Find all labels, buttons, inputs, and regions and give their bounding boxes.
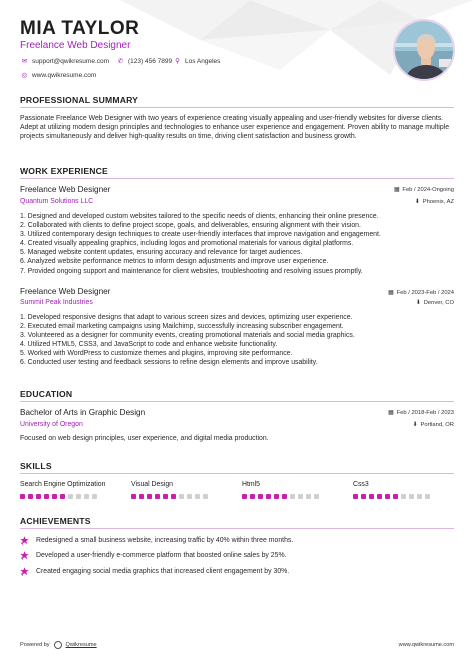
skill-4-name: Css3 — [353, 481, 369, 488]
email-text: support@qwikresume.com — [32, 58, 110, 65]
job-2-location — [416, 300, 454, 306]
rating-dot-empty — [76, 494, 81, 499]
skill-3-rating — [242, 494, 319, 499]
skills-heading: SKILLS — [20, 461, 52, 471]
achievement-item — [20, 551, 287, 560]
list-item: 1. Designed and developed custom websites tailored to the specific needs of clients, enhancing their online presence. — [20, 213, 379, 220]
rating-dot-empty — [298, 494, 303, 499]
powered-by-label: Powered by — [20, 642, 50, 648]
achievement-item — [20, 567, 289, 576]
rating-dot-filled — [139, 494, 144, 499]
rating-dot-empty — [179, 494, 184, 499]
rating-dot-filled — [44, 494, 49, 499]
list-item: 3. Utilized contemporary design techniques to create user-friendly interfaces that improve navigation and engagement. — [20, 231, 381, 239]
avatar — [393, 19, 455, 81]
job-1-bullets — [20, 212, 460, 276]
education-location-text: Portland, OR — [420, 422, 454, 428]
skills-divider — [20, 473, 454, 474]
pin-icon: ⬇ — [412, 422, 418, 428]
location-icon: ⚲ — [175, 58, 180, 65]
rating-dot-filled — [171, 494, 176, 499]
rating-dot-filled — [147, 494, 152, 499]
list-item: 5. Worked with WordPress to customize themes and plugins, improving site performance. — [20, 350, 293, 358]
list-item: 6. Conducted user testing and feedback sessions to refine design elements and improve usability. — [20, 359, 318, 367]
location-text: Los Angeles — [185, 58, 221, 65]
contact-email[interactable] — [20, 57, 109, 66]
job-1-location-text: Phoenix, AZ — [422, 199, 454, 205]
list-item: 7. Provided ongoing support and maintenance for client websites, troubleshooting and resolving issues promptly. — [20, 267, 363, 275]
list-item: 2. Collaborated with clients to define project scope, goals, and deliverables, ensuring alignment with their vision. — [20, 222, 361, 230]
achievement-text: Developed a user-friendly e-commerce platform that boosted online sales by 25%. — [36, 552, 287, 559]
rating-dot-empty — [203, 494, 208, 499]
skill-1-rating — [20, 494, 97, 499]
candidate-title: Freelance Web Designer — [20, 40, 131, 51]
achievement-item — [20, 536, 293, 545]
skill-3-name: Html5 — [242, 481, 260, 488]
experience-divider — [20, 178, 454, 179]
education-dates — [388, 410, 454, 416]
rating-dot-filled — [258, 494, 263, 499]
rating-dot-filled — [155, 494, 160, 499]
job-1-company: Quantum Solutions LLC — [20, 198, 94, 205]
summary-heading: PROFESSIONAL SUMMARY — [20, 95, 139, 105]
rating-dot-filled — [60, 494, 65, 499]
rating-dot-filled — [131, 494, 136, 499]
job-1-dates-text: Feb / 2024-Ongoing — [402, 187, 454, 193]
school-name: University of Oregon — [20, 421, 83, 428]
rating-dot-empty — [68, 494, 73, 499]
education-divider — [20, 401, 454, 402]
rating-dot-filled — [369, 494, 374, 499]
skill-2-rating — [131, 494, 208, 499]
rating-dot-empty — [306, 494, 311, 499]
rating-dot-empty — [401, 494, 406, 499]
rating-dot-filled — [20, 494, 25, 499]
list-item: 6. Analyzed website performance metrics to inform design adjustments and improve user experience. — [20, 258, 329, 266]
rating-dot-filled — [36, 494, 41, 499]
rating-dot-filled — [385, 494, 390, 499]
globe-icon: ◎ — [21, 72, 28, 79]
rating-dot-filled — [353, 494, 358, 499]
calendar-icon: ▦ — [393, 187, 400, 193]
education-location — [413, 422, 454, 428]
rating-dot-filled — [52, 494, 57, 499]
mail-icon: ✉ — [21, 58, 28, 65]
education-heading: EDUCATION — [20, 389, 73, 399]
achievement-text: Redesigned a small business website, increasing traffic by 40% within three months. — [36, 537, 294, 544]
rating-dot-empty — [290, 494, 295, 499]
rating-dot-filled — [361, 494, 366, 499]
star-icon — [20, 536, 30, 545]
list-item: 2. Executed email marketing campaigns using Mailchimp, successfully increasing subscriber engagement. — [20, 323, 344, 331]
rating-dot-empty — [92, 494, 97, 499]
job-2-title: Freelance Web Designer — [20, 287, 111, 296]
job-2-location-text: Denver, CO — [423, 300, 454, 306]
rating-dot-filled — [393, 494, 398, 499]
job-1-location — [415, 199, 454, 205]
calendar-icon: ▦ — [388, 410, 394, 416]
degree-title: Bachelor of Arts in Graphic Design — [20, 408, 146, 417]
list-item: 4. Utilized HTML5, CSS3, and JavaScript to code and enhance website functionality. — [20, 341, 278, 349]
star-icon — [20, 567, 30, 576]
website-text: www.qwikresume.com — [32, 72, 97, 79]
calendar-icon: ▦ — [388, 290, 394, 296]
contact-website[interactable] — [20, 71, 96, 80]
rating-dot-filled — [266, 494, 271, 499]
rating-dot-empty — [195, 494, 200, 499]
list-item: 5. Managed website content updates, ensuring accuracy and relevance for target audiences. — [20, 249, 303, 257]
education-dates-text: Feb / 2018-Feb / 2023 — [396, 410, 454, 416]
rating-dot-empty — [187, 494, 192, 499]
achievement-text: Created engaging social media graphics that increased client engagement by 30%. — [36, 568, 290, 575]
list-item: 1. Developed responsive designs that adapt to various screen sizes and devices, optimizing user experience. — [20, 314, 353, 321]
skill-4-rating — [353, 494, 430, 499]
skill-2-name: Visual Design — [131, 481, 174, 488]
phone-icon: ✆ — [117, 58, 124, 65]
pin-icon: ⬇ — [414, 199, 420, 205]
rating-dot-filled — [274, 494, 279, 499]
rating-dot-filled — [163, 494, 168, 499]
rating-dot-filled — [282, 494, 287, 499]
skill-1-name: Search Engine Optimization — [20, 481, 106, 488]
footer-brand[interactable]: Qwikresume — [65, 642, 97, 648]
job-2-dates — [388, 290, 454, 296]
rating-dot-filled — [28, 494, 33, 499]
job-2-company: Summit Peak Industries — [20, 299, 93, 306]
experience-heading: WORK EXPERIENCE — [20, 166, 108, 176]
contact-location — [173, 57, 220, 66]
candidate-name: MIA TAYLOR — [20, 18, 140, 39]
footer-powered-by — [20, 641, 97, 649]
pin-icon: ⬇ — [415, 300, 421, 306]
summary-divider — [20, 107, 454, 108]
star-icon — [20, 551, 30, 560]
rating-dot-empty — [314, 494, 319, 499]
qwikresume-logo-icon — [54, 641, 62, 649]
phone-text: (123) 456 7899 — [128, 58, 173, 65]
achievements-divider — [20, 528, 454, 529]
job-2-bullets — [20, 313, 460, 368]
education-description: Focused on web design principles, user experience, and digital media production. — [20, 435, 269, 442]
footer-site-link[interactable]: www.qwikresume.com — [398, 642, 454, 648]
list-item: 4. Created visually appealing graphics, including logos and promotional materials for various digital platforms. — [20, 240, 354, 248]
job-1-dates — [394, 187, 454, 193]
rating-dot-filled — [242, 494, 247, 499]
summary-text: Passionate Freelance Web Designer with two years of experience creating visually appealing and user-friendly websites for diverse clients. Adept at utilizing modern design principles and technologies to enhance user experience and engagement. Proven ability to manage multiple projects simultaneously and deliver high-quality results on time, driving client satisfaction and business growth. — [20, 115, 450, 141]
job-2-dates-text: Feb / 2023-Feb / 2024 — [396, 290, 454, 296]
job-1-title: Freelance Web Designer — [20, 185, 111, 194]
list-item: 3. Volunteered as a designer for community events, creating promotional materials and social media graphics. — [20, 332, 355, 340]
achievements-heading: ACHIEVEMENTS — [20, 516, 91, 526]
rating-dot-empty — [409, 494, 414, 499]
rating-dot-filled — [377, 494, 382, 499]
rating-dot-empty — [417, 494, 422, 499]
contact-phone[interactable] — [116, 57, 172, 66]
rating-dot-empty — [425, 494, 430, 499]
rating-dot-empty — [84, 494, 89, 499]
rating-dot-filled — [250, 494, 255, 499]
